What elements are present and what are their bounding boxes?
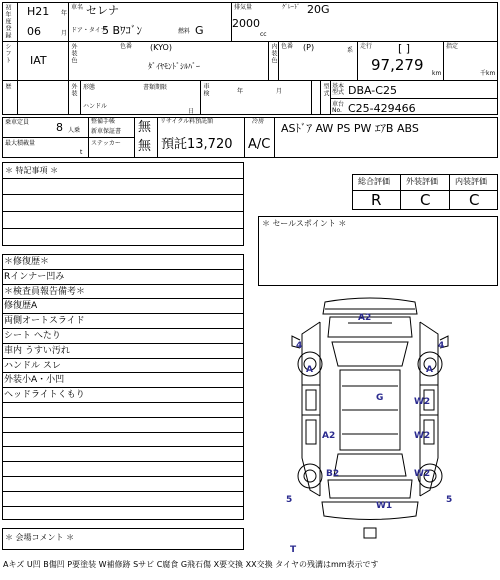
door-type: 5 Bﾜｺﾞﾝ <box>102 24 143 37</box>
designated-label: 指定 <box>446 43 459 50</box>
capacity: 8 <box>56 121 63 134</box>
new-warranty-label: 新車保証書 <box>91 128 122 135</box>
mark-left-front: A <box>306 365 313 375</box>
mark-right-upper: W2 <box>414 397 431 407</box>
model: DBA-C25 <box>348 84 397 97</box>
mark-left-wheel-num: 5 <box>286 495 293 505</box>
exterior-label: 外装色 <box>70 43 77 64</box>
overall-score: R <box>371 191 382 209</box>
shift: IAT <box>30 54 47 67</box>
displacement-label: 排気量 <box>234 4 253 11</box>
shaken-year: 年 <box>237 88 244 95</box>
exterior2-label: 外装 <box>70 83 77 97</box>
mark-tail: T <box>290 545 297 555</box>
interior-score-label: 内装評価 <box>455 177 487 186</box>
mark-right-mid: W2 <box>414 431 431 441</box>
first-reg-era: H21 <box>27 5 50 18</box>
mark-roof: G <box>376 393 384 403</box>
recycle-label: リサイクル料預託額 <box>160 118 214 125</box>
inspector-note-item: 両側オートスライド <box>4 316 85 327</box>
mark-front-panel: A2 <box>358 313 372 323</box>
max-load-label: 最大積載量 <box>5 140 36 147</box>
report-list-divider <box>2 417 244 418</box>
first-reg-month: 06 <box>27 25 41 38</box>
doc-day: 日 <box>188 108 195 115</box>
repair-history-title: ＊修復歴＊ <box>4 257 50 267</box>
displacement: 2000 <box>232 17 260 30</box>
mark-left-front-num: 4 <box>296 341 303 351</box>
sticker-value: 無 <box>138 139 152 154</box>
mark-right-wheel-num: 5 <box>446 495 453 505</box>
grade-label: ｸﾞﾚｰﾄﾞ <box>282 4 301 11</box>
year-label: 年 <box>61 10 68 17</box>
interior-score: C <box>469 191 480 209</box>
recycle-value: 預託13,720 <box>161 137 233 152</box>
door-type-label: ドア・タイプ <box>71 27 107 34</box>
inspector-notes-title: ＊検査員報告備考＊ <box>4 286 86 297</box>
car-name: セレナ <box>86 4 119 17</box>
maintenance-label: 整備手帳 <box>91 118 116 125</box>
car-name-label: 車名 <box>71 4 84 11</box>
inspector-note-item: ハンドル スレ <box>4 360 61 371</box>
sales-point-title: ＊ セールスポイント ＊ <box>262 219 347 228</box>
repair-history-item: Rインナー凹み <box>4 271 65 282</box>
report-list-divider <box>2 506 244 507</box>
report-list-divider <box>2 446 244 447</box>
doc-date-label: 書類期限 <box>143 84 168 91</box>
sticker-label: ステッカー <box>91 140 121 147</box>
mark-right-front-num: 4 <box>438 341 445 351</box>
displacement-unit: cc <box>260 31 267 38</box>
inspector-note-item: 車内 うすい汚れ <box>4 345 70 356</box>
fuel: G <box>195 24 204 37</box>
mark-left-rear: B2 <box>326 469 340 479</box>
interior-color-label: 色番 <box>281 43 294 50</box>
color-name: ﾀﾞｲﾔﾓﾝﾄﾞｼﾙﾊﾞｰ <box>148 62 200 71</box>
mark-right-rear: W2 <box>414 469 431 479</box>
mileage-unit: km <box>432 70 442 77</box>
inspector-note-item: 外装小A・小凹 <box>4 375 65 386</box>
designated-unit: 千km <box>480 70 496 77</box>
inspector-note-item: シート へたり <box>4 331 61 341</box>
exterior-score-label: 外装評価 <box>406 177 438 186</box>
capacity-unit: 人乗 <box>68 127 81 134</box>
grade: 20G <box>307 3 330 16</box>
handle-label: ハンドル <box>83 103 108 110</box>
interior-color-code: (P) <box>303 43 315 52</box>
venue-comment-title: ＊ 会場コメント ＊ <box>5 533 75 542</box>
report-list-divider <box>2 461 244 462</box>
history-label: 歴 <box>4 83 11 90</box>
maintenance-value: 無 <box>138 120 152 135</box>
special-notes-title: ＊ 特記事項 ＊ <box>5 166 59 175</box>
aircon-value: A/C <box>248 137 271 152</box>
mileage: 97,279 <box>371 56 424 74</box>
mark-rear-bumper: W1 <box>376 501 393 511</box>
chassis-label: 車台No. <box>332 101 345 114</box>
chassis: C25-429466 <box>348 102 416 115</box>
report-list-divider <box>2 432 244 433</box>
shaken-label: 車検 <box>202 83 209 97</box>
model-label: 型式 <box>322 83 329 97</box>
inspector-note-item: 修復歴A <box>4 301 38 312</box>
mileage-label: 走行 <box>360 43 373 50</box>
mark-right-front: A <box>426 365 433 375</box>
fuel-label: 燃料 <box>178 28 191 35</box>
overall-score-label: 総合評価 <box>358 177 390 186</box>
shaken-month: 月 <box>276 88 283 95</box>
inspector-note-item: ヘッドライトくもり <box>4 390 85 401</box>
color-code: (KYO) <box>150 43 172 52</box>
color-label: 色番 <box>120 43 133 50</box>
report-list-divider <box>2 491 244 492</box>
model-base-label: 基本型式 <box>332 83 345 96</box>
mileage-bracket: [ ] <box>398 42 411 55</box>
damage-legend: Aキズ U凹 B傷凹 P要塗装 W補修跡 Sサビ C腐食 G飛石傷 X要交換 XX交換 タイヤの残溝はmm表示です <box>3 560 379 569</box>
max-load-unit: t <box>80 149 83 156</box>
month-label: 月 <box>61 30 68 37</box>
report-list-divider <box>2 476 244 477</box>
first-reg-label: 初年度登録 <box>4 4 11 39</box>
interior-system-label: 系 <box>347 47 354 54</box>
form-label: 形態 <box>83 84 96 91</box>
exterior-score: C <box>420 191 431 209</box>
interior-label: 内装色 <box>270 43 277 64</box>
equipment: ASﾄﾞｱ AW PS PW ｴｱB ABS <box>281 122 419 135</box>
aircon-label: 冷房 <box>252 118 265 125</box>
shift-label: シフト <box>4 43 11 64</box>
capacity-label: 乗車定員 <box>5 119 30 126</box>
mark-left-mid: A2 <box>322 431 336 441</box>
vehicle-damage-diagram <box>270 290 470 560</box>
